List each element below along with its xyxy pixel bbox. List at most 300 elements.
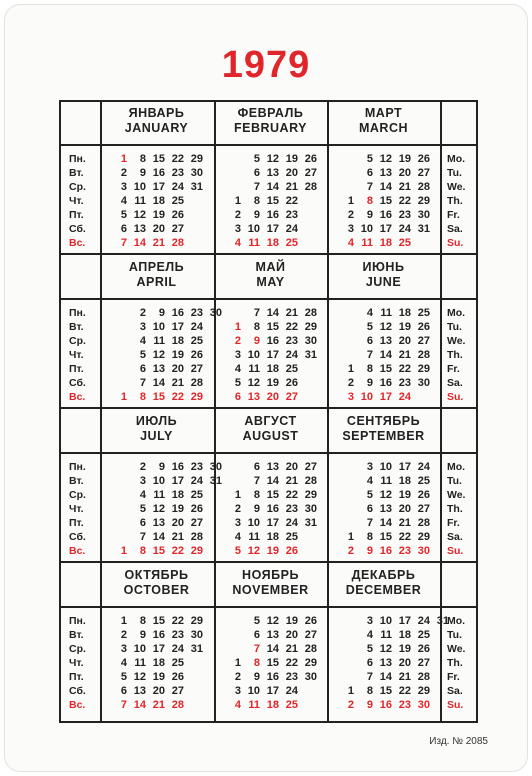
day-number: 9: [139, 167, 146, 179]
day-number: 19: [266, 545, 279, 557]
month-name-ru: ОКТЯБРЬ: [124, 568, 189, 582]
weekday-label: Пн.: [69, 153, 86, 165]
day-number: 13: [379, 503, 392, 515]
day-number: 4: [139, 335, 146, 347]
day-number: 8: [366, 685, 373, 697]
day-number: 23: [398, 545, 411, 557]
day-number: 19: [171, 349, 184, 361]
month-name-ru: НОЯБРЬ: [242, 568, 299, 582]
grid-divider: [61, 253, 476, 255]
day-number: 22: [285, 657, 298, 669]
day-number: 19: [285, 153, 298, 165]
month-days: [110, 306, 223, 404]
weekday-label: Su.: [447, 391, 464, 403]
day-number: 11: [361, 237, 373, 249]
day-number: 22: [398, 195, 411, 207]
day-number: 16: [266, 671, 279, 683]
day-number: 31: [209, 475, 222, 487]
day-number: 7: [120, 699, 127, 711]
day-number: 19: [152, 209, 165, 221]
month-name-ru: ФЕВРАЛЬ: [237, 106, 304, 120]
day-number: 17: [398, 615, 411, 627]
day-number: 13: [133, 223, 146, 235]
month-name-en: DECEMBER: [345, 583, 422, 597]
day-number: 27: [171, 223, 184, 235]
day-number: 22: [171, 545, 184, 557]
day-number: 3: [347, 223, 354, 235]
day-number: 21: [285, 181, 298, 193]
day-number: 4: [234, 363, 241, 375]
day-number: 16: [266, 335, 279, 347]
day-number: 24: [285, 517, 298, 529]
day-number: 21: [171, 377, 184, 389]
day-number: 15: [152, 615, 165, 627]
day-number: 19: [398, 489, 411, 501]
day-number: 13: [266, 167, 279, 179]
day-number: 20: [285, 167, 298, 179]
day-number: 11: [153, 489, 165, 501]
weekday-label: Пн.: [69, 307, 86, 319]
day-number: 14: [266, 181, 279, 193]
day-number: 5: [139, 503, 146, 515]
day-number: 14: [152, 531, 165, 543]
day-number: 7: [366, 517, 373, 529]
day-number: 21: [171, 531, 184, 543]
day-number: 3: [366, 615, 373, 627]
day-number: 20: [152, 685, 165, 697]
weekday-label: We.: [447, 335, 466, 347]
month-name: [327, 260, 440, 290]
weekday-label: Пн.: [69, 615, 86, 627]
month-name: [327, 568, 440, 598]
day-number: 30: [304, 335, 317, 347]
month-days: [224, 460, 337, 558]
day-number: 27: [417, 335, 430, 347]
month-name-ru: АПРЕЛЬ: [128, 260, 185, 274]
day-number: 8: [366, 195, 373, 207]
day-number: 4: [139, 489, 146, 501]
day-number: 15: [266, 321, 279, 333]
day-number: 28: [417, 671, 430, 683]
day-number: 27: [171, 685, 184, 697]
day-number: 5: [253, 153, 260, 165]
day-number: 2: [347, 699, 354, 711]
day-number: 30: [190, 167, 203, 179]
month-name-ru: СЕНТЯБРЬ: [346, 414, 421, 428]
day-number: 21: [398, 517, 411, 529]
month-days: [110, 460, 223, 558]
day-number: 3: [347, 391, 354, 403]
day-number: 7: [120, 237, 127, 249]
day-number: 25: [190, 489, 203, 501]
day-number: 18: [266, 531, 279, 543]
weekday-label: Tu.: [447, 629, 462, 641]
day-number: 28: [171, 237, 184, 249]
day-number: 20: [152, 223, 165, 235]
day-number: 6: [366, 335, 373, 347]
day-number: 26: [417, 153, 430, 165]
month-name-en: OCTOBER: [123, 583, 190, 597]
day-number: 23: [190, 461, 203, 473]
day-number: 12: [133, 671, 146, 683]
day-number: 23: [285, 335, 298, 347]
weekday-label: Ср.: [69, 643, 86, 655]
day-number: 29: [304, 657, 317, 669]
day-number: 17: [266, 685, 279, 697]
day-number: 18: [266, 363, 279, 375]
day-number: 24: [190, 321, 203, 333]
weekday-label: Sa.: [447, 377, 463, 389]
day-number: 27: [417, 503, 430, 515]
day-number: 17: [152, 181, 165, 193]
day-number: 29: [304, 489, 317, 501]
day-number: 3: [120, 643, 127, 655]
day-number: 30: [190, 629, 203, 641]
weekday-label: We.: [447, 181, 466, 193]
day-number: 27: [417, 167, 430, 179]
day-number: 15: [379, 195, 392, 207]
day-number: 16: [171, 461, 184, 473]
day-number: 18: [152, 195, 165, 207]
publication-number: Изд. № 2085: [429, 736, 488, 747]
day-number: 25: [285, 699, 298, 711]
weekday-label: Th.: [447, 195, 463, 207]
day-number: 22: [398, 531, 411, 543]
weekday-label: Вт.: [69, 167, 84, 179]
day-number: 22: [285, 195, 298, 207]
day-number: 16: [379, 377, 392, 389]
day-number: 10: [152, 475, 165, 487]
day-number: 8: [253, 321, 260, 333]
weekday-labels-ru: [69, 152, 107, 250]
weekday-labels-en: [447, 152, 485, 250]
month-name-ru: МАЙ: [255, 260, 286, 274]
day-number: 20: [398, 335, 411, 347]
day-number: 6: [139, 363, 146, 375]
day-number: 18: [379, 237, 392, 249]
day-number: 28: [304, 181, 317, 193]
day-number: 2: [120, 167, 127, 179]
weekday-label: Ср.: [69, 489, 86, 501]
day-number: 6: [253, 167, 260, 179]
day-number: 23: [285, 209, 298, 221]
day-number: 30: [417, 545, 430, 557]
day-number: 17: [379, 391, 392, 403]
day-number: 6: [234, 391, 241, 403]
day-number: 28: [417, 181, 430, 193]
grid-divider: [61, 298, 476, 300]
month-name: [214, 106, 327, 136]
month-name-en: JANUARY: [124, 121, 189, 135]
day-number: 5: [366, 489, 373, 501]
day-number: 10: [152, 321, 165, 333]
day-number: 20: [398, 167, 411, 179]
month-name-ru: ДЕКАБРЬ: [351, 568, 416, 582]
day-number: 26: [417, 321, 430, 333]
day-number: 2: [234, 209, 241, 221]
day-number: 15: [152, 545, 165, 557]
weekday-label: Пт.: [69, 671, 84, 683]
day-number: 4: [234, 699, 241, 711]
day-number: 17: [152, 643, 165, 655]
day-number: 18: [266, 237, 279, 249]
day-number: 4: [366, 307, 373, 319]
weekday-label: Th.: [447, 657, 463, 669]
day-number: 22: [171, 391, 184, 403]
weekday-labels-ru: [69, 614, 107, 712]
day-number: 17: [379, 223, 392, 235]
day-number: 21: [398, 349, 411, 361]
day-number: 27: [304, 629, 317, 641]
calendar-year-title: 1979: [221, 44, 311, 86]
day-number: 11: [134, 195, 146, 207]
day-number: 8: [253, 657, 260, 669]
day-number: 18: [398, 475, 411, 487]
day-number: 2: [139, 307, 146, 319]
day-number: 31: [190, 643, 203, 655]
day-number: 17: [398, 461, 411, 473]
weekday-label: Чт.: [69, 503, 84, 515]
day-number: 24: [398, 391, 411, 403]
day-number: 23: [171, 629, 184, 641]
day-number: 10: [247, 517, 260, 529]
day-number: 10: [247, 223, 260, 235]
day-number: 13: [379, 335, 392, 347]
day-number: 13: [247, 391, 260, 403]
day-number: 5: [366, 643, 373, 655]
day-number: 28: [304, 475, 317, 487]
day-number: 5: [139, 349, 146, 361]
day-number: 1: [234, 489, 241, 501]
day-number: 4: [120, 195, 127, 207]
day-number: 15: [266, 657, 279, 669]
month-name: [214, 260, 327, 290]
weekday-labels-en: [447, 306, 485, 404]
day-number: 8: [366, 531, 373, 543]
day-number: 3: [120, 181, 127, 193]
day-number: 12: [266, 153, 279, 165]
month-days: [110, 614, 223, 712]
day-number: 6: [253, 629, 260, 641]
day-number: 12: [379, 489, 392, 501]
day-number: 18: [398, 307, 411, 319]
day-number: 14: [379, 671, 392, 683]
day-number: 18: [152, 657, 165, 669]
day-number: 12: [133, 209, 146, 221]
weekday-label: We.: [447, 489, 466, 501]
day-number: 2: [347, 209, 354, 221]
day-number: 28: [171, 699, 184, 711]
day-number: 12: [379, 321, 392, 333]
day-number: 1: [234, 195, 241, 207]
day-number: 2: [234, 503, 241, 515]
day-number: 25: [171, 195, 184, 207]
month-days: [224, 614, 337, 712]
day-number: 10: [379, 615, 392, 627]
day-number: 30: [417, 699, 430, 711]
day-number: 16: [266, 209, 279, 221]
weekday-label: Fr.: [447, 363, 460, 375]
weekday-label: Tu.: [447, 475, 462, 487]
day-number: 20: [266, 391, 279, 403]
month-days: [337, 152, 450, 250]
day-number: 28: [190, 531, 203, 543]
day-number: 15: [379, 363, 392, 375]
month-name-en: JULY: [140, 429, 173, 443]
day-number: 12: [152, 349, 165, 361]
weekday-label: Su.: [447, 545, 464, 557]
day-number: 31: [304, 517, 317, 529]
day-number: 20: [398, 503, 411, 515]
day-number: 27: [190, 517, 203, 529]
day-number: 2: [347, 377, 354, 389]
day-number: 3: [139, 321, 146, 333]
day-number: 3: [234, 223, 241, 235]
day-number: 9: [366, 545, 373, 557]
day-number: 16: [171, 307, 184, 319]
day-number: 2: [234, 335, 241, 347]
month-name-en: APRIL: [136, 275, 177, 289]
day-number: 21: [152, 237, 165, 249]
day-number: 24: [398, 223, 411, 235]
day-number: 28: [304, 643, 317, 655]
month-name-en: MAY: [256, 275, 285, 289]
day-number: 24: [190, 475, 203, 487]
weekday-label: Сб.: [69, 531, 86, 543]
day-number: 23: [190, 307, 203, 319]
weekday-label: Вт.: [69, 321, 84, 333]
day-number: 16: [379, 209, 392, 221]
day-number: 10: [360, 223, 373, 235]
day-number: 10: [247, 685, 260, 697]
day-number: 16: [266, 503, 279, 515]
weekday-label: Вт.: [69, 629, 84, 641]
day-number: 23: [285, 671, 298, 683]
day-number: 14: [379, 181, 392, 193]
month-days: [224, 152, 337, 250]
day-number: 15: [266, 489, 279, 501]
day-number: 18: [266, 699, 279, 711]
weekday-label: Tu.: [447, 321, 462, 333]
day-number: 15: [152, 153, 165, 165]
month-name: [100, 568, 213, 598]
day-number: 14: [133, 237, 146, 249]
day-number: 10: [133, 181, 146, 193]
day-number: 24: [171, 643, 184, 655]
day-number: 6: [366, 503, 373, 515]
day-number: 28: [417, 349, 430, 361]
day-number: 17: [266, 223, 279, 235]
day-number: 23: [398, 377, 411, 389]
month-days: [110, 152, 223, 250]
day-number: 29: [417, 685, 430, 697]
day-number: 29: [190, 615, 203, 627]
weekday-label: Сб.: [69, 685, 86, 697]
month-name-en: SEPTEMBER: [342, 429, 425, 443]
day-number: 11: [248, 363, 260, 375]
weekday-label: Вт.: [69, 475, 84, 487]
day-number: 9: [253, 335, 260, 347]
day-number: 15: [379, 685, 392, 697]
day-number: 16: [152, 629, 165, 641]
weekday-labels-en: [447, 614, 485, 712]
day-number: 26: [190, 349, 203, 361]
day-number: 7: [139, 377, 146, 389]
weekday-label: Вс.: [69, 237, 86, 249]
grid-divider: [61, 606, 476, 608]
day-number: 31: [304, 349, 317, 361]
day-number: 17: [171, 475, 184, 487]
day-number: 15: [152, 391, 165, 403]
day-number: 27: [417, 657, 430, 669]
day-number: 19: [398, 321, 411, 333]
day-number: 2: [347, 545, 354, 557]
day-number: 9: [158, 461, 165, 473]
day-number: 11: [380, 307, 392, 319]
day-number: 1: [120, 391, 127, 403]
day-number: 17: [266, 349, 279, 361]
day-number: 2: [139, 461, 146, 473]
weekday-label: Пн.: [69, 461, 86, 473]
month-days: [337, 460, 450, 558]
weekday-label: Вс.: [69, 391, 86, 403]
day-number: 4: [347, 237, 354, 249]
day-number: 13: [266, 461, 279, 473]
day-number: 24: [285, 223, 298, 235]
day-number: 21: [398, 671, 411, 683]
day-number: 21: [285, 475, 298, 487]
day-number: 1: [120, 153, 127, 165]
day-number: 7: [366, 349, 373, 361]
day-number: 16: [379, 699, 392, 711]
day-number: 9: [139, 629, 146, 641]
day-number: 23: [285, 503, 298, 515]
day-number: 23: [398, 699, 411, 711]
grid-divider: [61, 561, 476, 563]
month-days: [337, 614, 450, 712]
day-number: 18: [171, 335, 184, 347]
weekday-label: Пт.: [69, 209, 84, 221]
day-number: 27: [190, 363, 203, 375]
day-number: 27: [304, 167, 317, 179]
weekday-label: Fr.: [447, 209, 460, 221]
day-number: 29: [417, 363, 430, 375]
day-number: 7: [253, 643, 260, 655]
month-name-en: MARCH: [358, 121, 409, 135]
day-number: 6: [139, 517, 146, 529]
grid-divider: [61, 407, 476, 409]
day-number: 11: [248, 531, 260, 543]
day-number: 24: [285, 685, 298, 697]
day-number: 1: [347, 531, 354, 543]
month-name-ru: ИЮНЬ: [362, 260, 405, 274]
day-number: 8: [253, 489, 260, 501]
month-name-en: FEBRUARY: [234, 121, 307, 135]
day-number: 22: [171, 615, 184, 627]
day-number: 17: [266, 517, 279, 529]
month-days: [337, 306, 450, 404]
day-number: 19: [171, 503, 184, 515]
day-number: 10: [360, 391, 373, 403]
month-name-ru: АВГУСТ: [244, 414, 297, 428]
day-number: 6: [366, 657, 373, 669]
weekday-label: Sa.: [447, 223, 463, 235]
day-number: 8: [253, 195, 260, 207]
day-number: 6: [253, 461, 260, 473]
weekday-label: Mo.: [447, 307, 466, 319]
day-number: 3: [234, 517, 241, 529]
day-number: 29: [417, 195, 430, 207]
